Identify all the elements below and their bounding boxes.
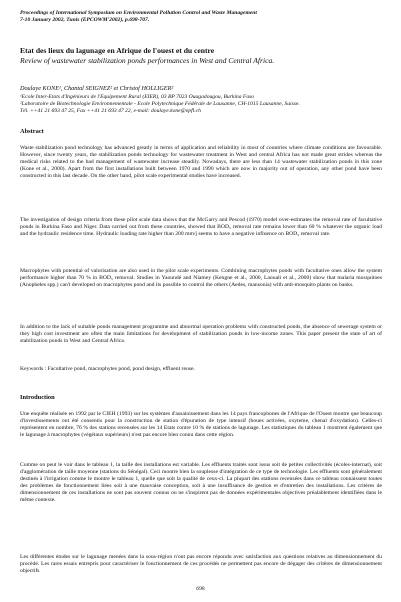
keywords: Keywords : Facultative pond, macrophytes pond, pond design, effluent reuse. [20, 366, 195, 372]
author-list: Doulaye KONE¹, Chantal SEIGNEZ² et Christof HOLLIGER² [20, 85, 174, 92]
paper-title: Etat des lieux du lagunage en Afrique de l'ouest et du centre [20, 46, 215, 55]
abstract-paragraph-1: Waste stabilization pond technology has advanced greatly in terms of application and reliability in most of countries where climate conditions are favourable. However, since twenty years, the stabilization ponds technology for wastewater treatment in West and central Africa has not made great strides whereas the medical risks related to the bad management of wastewater increase steadily. Nowadays, there are less than 14 wastewater stabilization ponds in this zone (Kone et al., 2000). Apart from the first installations built between 1970 and 1990 which are now in majority out of operation, any other pond have been constructed in this last decade. On the other hand, pilot scale experimental studies have increased. [20, 145, 382, 180]
intro-paragraph-3: Les différentes études sur le lagunage menées dans la sous-région n'ont pas encore répondu avec satisfaction aux questions relatives au dimensionnement du procédé. Les rares essais entrepris pour caractériser le fonctionnement de ces procédés ne permettent pas encore de dégager des critères de dimensionnement objectifs [20, 554, 382, 575]
abstract-paragraph-3: Macrophytes with potential of valorisation are also used in the pilot scale experiments. Combining macrophytes ponds with facultative ones allow the system performance higher than 70 % in BOD₅ removal. Studies in Yaoundé and Niamey (Kengne et al., 2000, Laouali et al., 2000) show that malaria mosquitoes (Anopheles spp.) can't developed on macrophytes pond and its possible to control the others (Aedes, mansonia) with anti-mosquito plants on banks. [20, 268, 382, 289]
paper-subtitle: Review of wastewater stabilization ponds performances in West and Central Africa. [20, 56, 275, 65]
intro-paragraph-1: Une enquête réalisée en 1992 par le CIEH (1993) sur les systèmes d'assainissement dans les 14 pays francophones de l'Afrique de l'Ouest montre que beaucoup d'investissements ont été consentis pour la construction de station d'épuration de type intensif (boues activées, oxyteme, chenal d'oxydation). Celles-ci représentent en nombre, 76 % des stations recensées sur les 14 Etats contre 10 % de stations de lagunage. Les statistiques du tableau 1 montrent également que le lagunage à macrophytes (végétaux supérieurs) n'est pas encore bien connu dans cette région. [20, 411, 382, 439]
page-number: 698 [196, 586, 205, 592]
proceedings-header [20, 10, 380, 24]
abstract-heading: Abstract [20, 128, 44, 135]
abstract-paragraph-4: In addition to the lack of suitable ponds management programme and abnormal operation problems with constructed ponds, the absence of sewerage system or they high cost investment are often the main limitations for development of stabilization ponds in low-income zones. This paper present the state of art of stabilization ponds in West and Central Africa. [20, 324, 382, 345]
intro-paragraph-2: Comme on peut le voir dans le tableau 1, la taille des installations est variable. Les effluents traités sont issus soit de petites collectivités (écoles-internat), soit d'agglomération de taille moyenne (stations du Sénégal). Ceci montre bien la souplesse d'intégration de ce type de technologie. Les effluents sont généralement destinés à l'irrigation comme le montre le tableau 1, quelle que soit la qualité de ceux-ci. La plupart des stations recensées dans ce tableau connaissent toutes des problèmes de fonctionnement liées soit à une mauvaise conception, soit à une insuffisance de gestion et d'entretien des installations. Les critères de dimensionnement de ces installations ne sont pas souvent connus ou ne s'inspirent pas de données expérimentales objectives préalablement identifiées dans le même contexte. [20, 462, 382, 504]
header-line-1: Proceedings of International Symposium on Environmental Pollution Control and Waste Management [20, 10, 257, 16]
header-line-2: 7-10 January 2002, Tunis (EPCOWM'2002), p.698-707. [20, 17, 150, 23]
contact-line: Tél. ++41 21 693 47 25, Fax ++41 21 693 47 22, e-mail: doulaye.kone@epfl.ch [20, 108, 201, 114]
affiliation-2: ²Laboratoire de Biotechnologie Environnementale - Ecole Polytechnique Fédérale de Lausanne, CH-1015 Lausanne, Suisse. [20, 101, 300, 107]
abstract-paragraph-2: The investigation of design criteria from these pilot scale data shows that the McGarry and Pescod (1970) model over-estimates the removal rate of facultative ponds in Burkina Faso and Niger. Data carried out from these countries, showed that BOD₅ removal rate remains lower than 60 % whatever the organic load and the hydraulic residence time. Hydraulic loading rate higher than 200 mm/j seems to have a negative influence on BOD₅ removal rate. [20, 217, 382, 238]
affiliation-1: ¹Ecole Inter-Etats d'Ingénieurs de l'Equipement Rural (EIER), 03 BP 7023 Ouagadougou, Burkina Faso [20, 94, 255, 100]
introduction-heading: Introduction [20, 394, 55, 401]
